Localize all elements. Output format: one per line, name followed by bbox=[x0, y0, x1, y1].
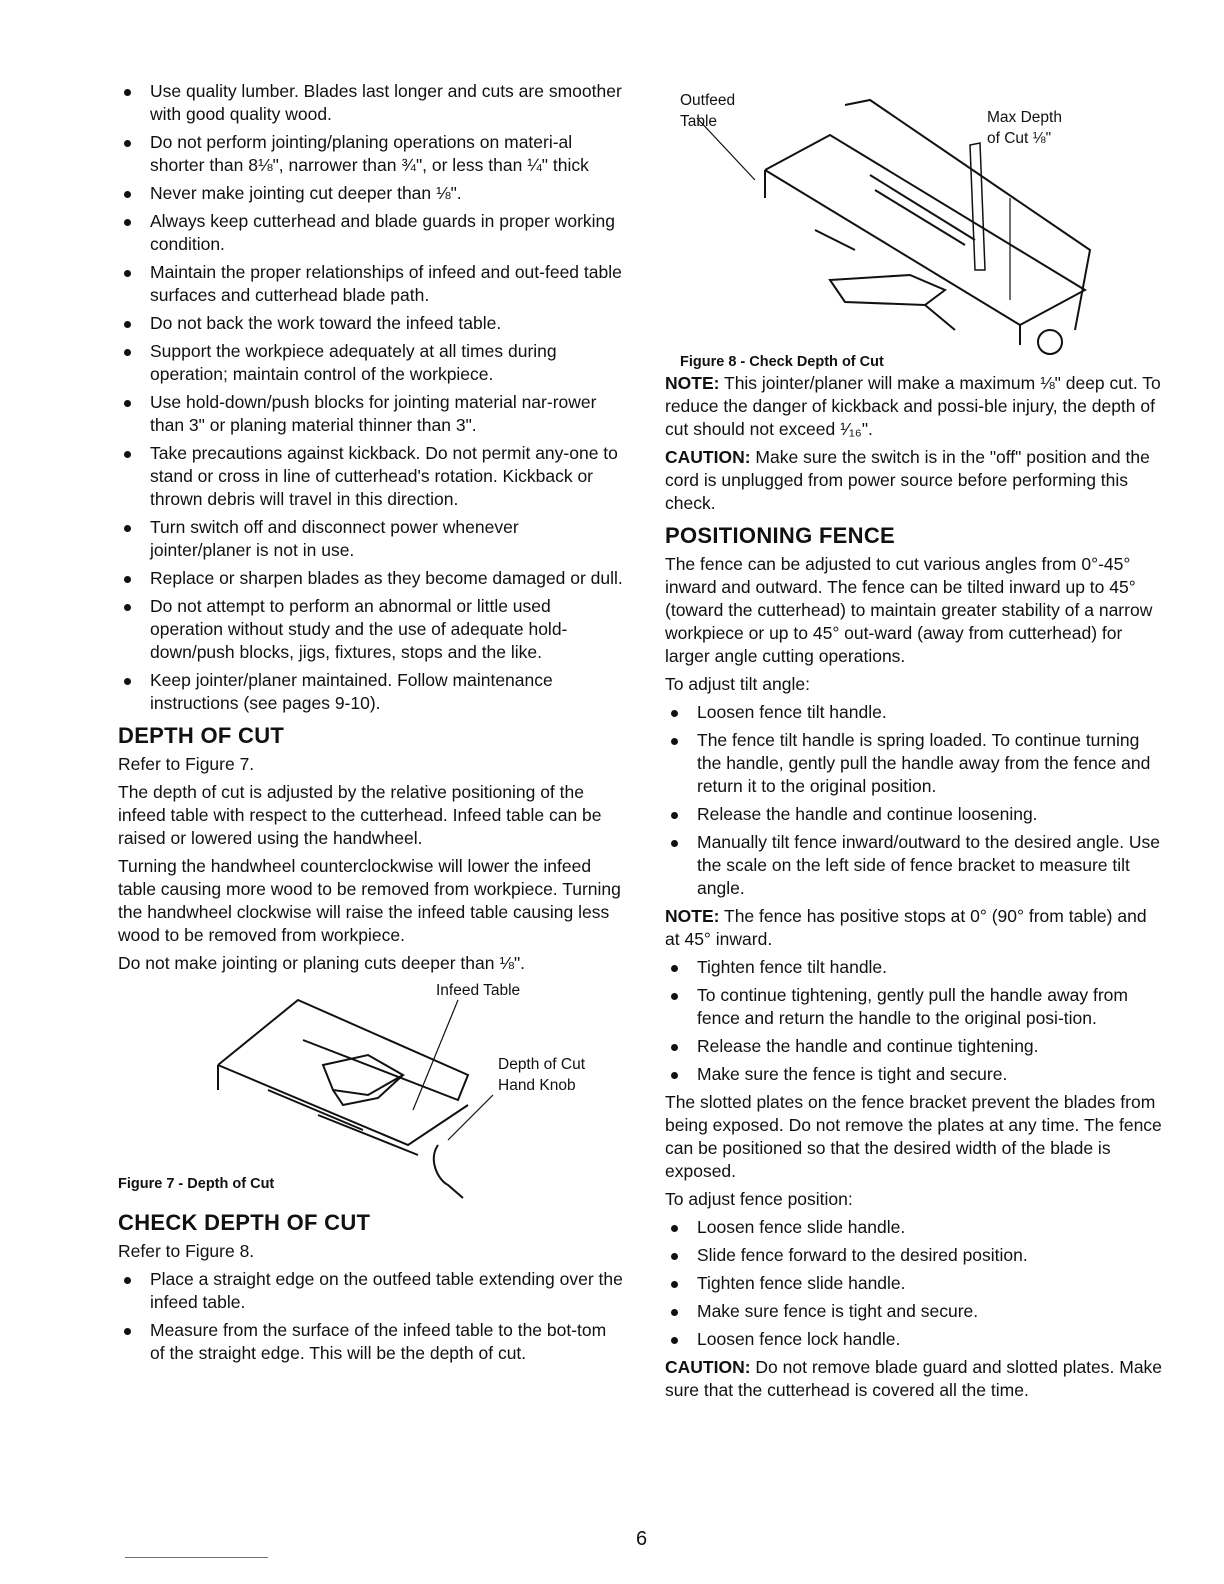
figure-7 bbox=[118, 980, 623, 1202]
list-item: Slide fence forward to the desired position. bbox=[665, 1244, 1165, 1267]
list-item: Turn switch off and disconnect power whenever jointer/planer is not in use. bbox=[118, 516, 623, 562]
list-item: Tighten fence slide handle. bbox=[665, 1272, 1165, 1295]
caution-paragraph bbox=[665, 446, 1165, 515]
label-outfeed-1: Outfeed bbox=[680, 92, 736, 109]
figure-7-caption: Figure 7 - Depth of Cut bbox=[118, 1176, 275, 1192]
list-item: Tighten fence tilt handle. bbox=[665, 956, 1165, 979]
list-item: Do not back the work toward the infeed table. bbox=[118, 312, 623, 335]
label-max-depth-2: of Cut ⅛" bbox=[987, 130, 1052, 147]
footer-rule bbox=[125, 1557, 268, 1558]
figure-8 bbox=[665, 80, 1165, 372]
tighten-list bbox=[665, 956, 1165, 1086]
list-item: Release the handle and continue tightening. bbox=[665, 1035, 1165, 1058]
list-item: Never make jointing cut deeper than ⅛". bbox=[118, 182, 623, 205]
note-paragraph bbox=[665, 905, 1165, 951]
note-label: NOTE: bbox=[665, 373, 720, 393]
page-number: 6 bbox=[636, 1528, 648, 1550]
list-item: Place a straight edge on the outfeed table extending over the infeed table. bbox=[118, 1268, 623, 1314]
note-paragraph bbox=[665, 372, 1165, 441]
list-item: Always keep cutterhead and blade guards in proper working condition. bbox=[118, 210, 623, 256]
caution-text: Make sure the switch is in the "off" position and the cord is unplugged from power source before performing this check. bbox=[665, 447, 1150, 513]
list-item: Make sure fence is tight and secure. bbox=[665, 1300, 1165, 1323]
position-list bbox=[665, 1216, 1165, 1351]
right-column bbox=[665, 80, 1165, 1407]
list-item: Support the workpiece adequately at all times during operation; maintain control of the workpiece. bbox=[118, 340, 623, 386]
label-infeed-table: Infeed Table bbox=[436, 982, 521, 999]
list-item: To continue tightening, gently pull the handle away from fence and return the handle to the original posi-tion. bbox=[665, 984, 1165, 1030]
tilt-list bbox=[665, 701, 1165, 900]
list-item: Do not attempt to perform an abnormal or little used operation without study and the use of adequate hold-down/push blocks, jigs, fixtures, stops and the like. bbox=[118, 595, 623, 664]
list-item: Keep jointer/planer maintained. Follow maintenance instructions (see pages 9-10). bbox=[118, 669, 623, 715]
label-outfeed-2: Table bbox=[680, 113, 718, 130]
list-item: Release the handle and continue loosening. bbox=[665, 803, 1165, 826]
paragraph: To adjust fence position: bbox=[665, 1189, 853, 1209]
list-item: Measure from the surface of the infeed table to the bot-tom of the straight edge. This will be the depth of cut. bbox=[118, 1319, 623, 1365]
note-text: The fence has positive stops at 0° (90° from table) and at 45° inward. bbox=[665, 906, 1147, 949]
list-item: Use quality lumber. Blades last longer and cuts are smoother with good quality wood. bbox=[118, 80, 623, 126]
list-item: Manually tilt fence inward/outward to the desired angle. Use the scale on the left side of fence bracket to measure tilt angle. bbox=[665, 831, 1165, 900]
list-item: Replace or sharpen blades as they become damaged or dull. bbox=[118, 567, 623, 590]
section-heading-check-depth: CHECK DEPTH OF CUT bbox=[118, 1210, 371, 1235]
list-item: Maintain the proper relationships of infeed and out-feed table surfaces and cutterhead blade path. bbox=[118, 261, 623, 307]
caution-paragraph bbox=[665, 1356, 1165, 1402]
paragraph: Refer to Figure 8. bbox=[118, 1241, 255, 1261]
section-heading-positioning-fence: POSITIONING FENCE bbox=[665, 523, 896, 548]
caution-text: Do not remove blade guard and slotted plates. Make sure that the cutterhead is covered all the time. bbox=[665, 1357, 1163, 1400]
section-heading-depth-of-cut: DEPTH OF CUT bbox=[118, 723, 285, 748]
list-item: Take precautions against kickback. Do not permit any-one to stand or cross in line of cutterhead's rotation. Kickback or thrown debris will travel in this direction. bbox=[118, 442, 623, 511]
label-max-depth-1: Max Depth bbox=[987, 109, 1062, 126]
paragraph: The depth of cut is adjusted by the relative positioning of the infeed table with respect to the cutterhead. Infeed table can be raised or lowered using the handwheel. bbox=[118, 782, 602, 848]
paragraph: To adjust tilt angle: bbox=[665, 674, 810, 694]
left-column bbox=[118, 80, 623, 1370]
safety-list bbox=[118, 80, 623, 715]
note-text: This jointer/planer will make a maximum ⅛" deep cut. To reduce the danger of kickback and possi-ble injury, the depth of cut should not exceed ¹⁄₁₆". bbox=[665, 373, 1161, 439]
check-list bbox=[118, 1268, 623, 1365]
paragraph: The fence can be adjusted to cut various angles from 0°-45° inward and outward. The fence can be tilted inward up to 45° (toward the cutterhead) to maintain greater stability of a narrow workpiece or up to 45° out-ward (away from cutterhead) for larger angle cutting operations. bbox=[665, 554, 1153, 666]
paragraph: Do not make jointing or planing cuts deeper than ⅛". bbox=[118, 953, 526, 973]
caution-label: CAUTION: bbox=[665, 447, 751, 467]
caution-label: CAUTION: bbox=[665, 1357, 751, 1377]
paragraph: Turning the handwheel counterclockwise will lower the infeed table causing more wood to be removed from workpiece. Turning the handwheel clockwise will raise the infeed table causing less wood to be removed from workpiece. bbox=[118, 856, 621, 945]
list-item: Make sure the fence is tight and secure. bbox=[665, 1063, 1165, 1086]
label-depth-knob-2: Hand Knob bbox=[498, 1077, 576, 1094]
list-item: Loosen fence lock handle. bbox=[665, 1328, 1165, 1351]
label-depth-knob-1: Depth of Cut bbox=[498, 1056, 586, 1073]
paragraph: Refer to Figure 7. bbox=[118, 754, 255, 774]
note-label: NOTE: bbox=[665, 906, 720, 926]
list-item: The fence tilt handle is spring loaded. To continue turning the handle, gently pull the handle away from the fence and return it to the original position. bbox=[665, 729, 1165, 798]
figure-8-caption: Figure 8 - Check Depth of Cut bbox=[680, 354, 884, 370]
list-item: Loosen fence slide handle. bbox=[665, 1216, 1165, 1239]
paragraph: The slotted plates on the fence bracket prevent the blades from being exposed. Do not remove the plates at any time. The fence can be positioned so that the desired width of the blade is exposed. bbox=[665, 1092, 1162, 1181]
list-item: Loosen fence tilt handle. bbox=[665, 701, 1165, 724]
list-item: Use hold-down/push blocks for jointing material nar-rower than 3" or planing material thinner than 3". bbox=[118, 391, 623, 437]
list-item: Do not perform jointing/planing operations on materi-al shorter than 8⅛", narrower than ¾", or less than ¼" thick bbox=[118, 131, 623, 177]
